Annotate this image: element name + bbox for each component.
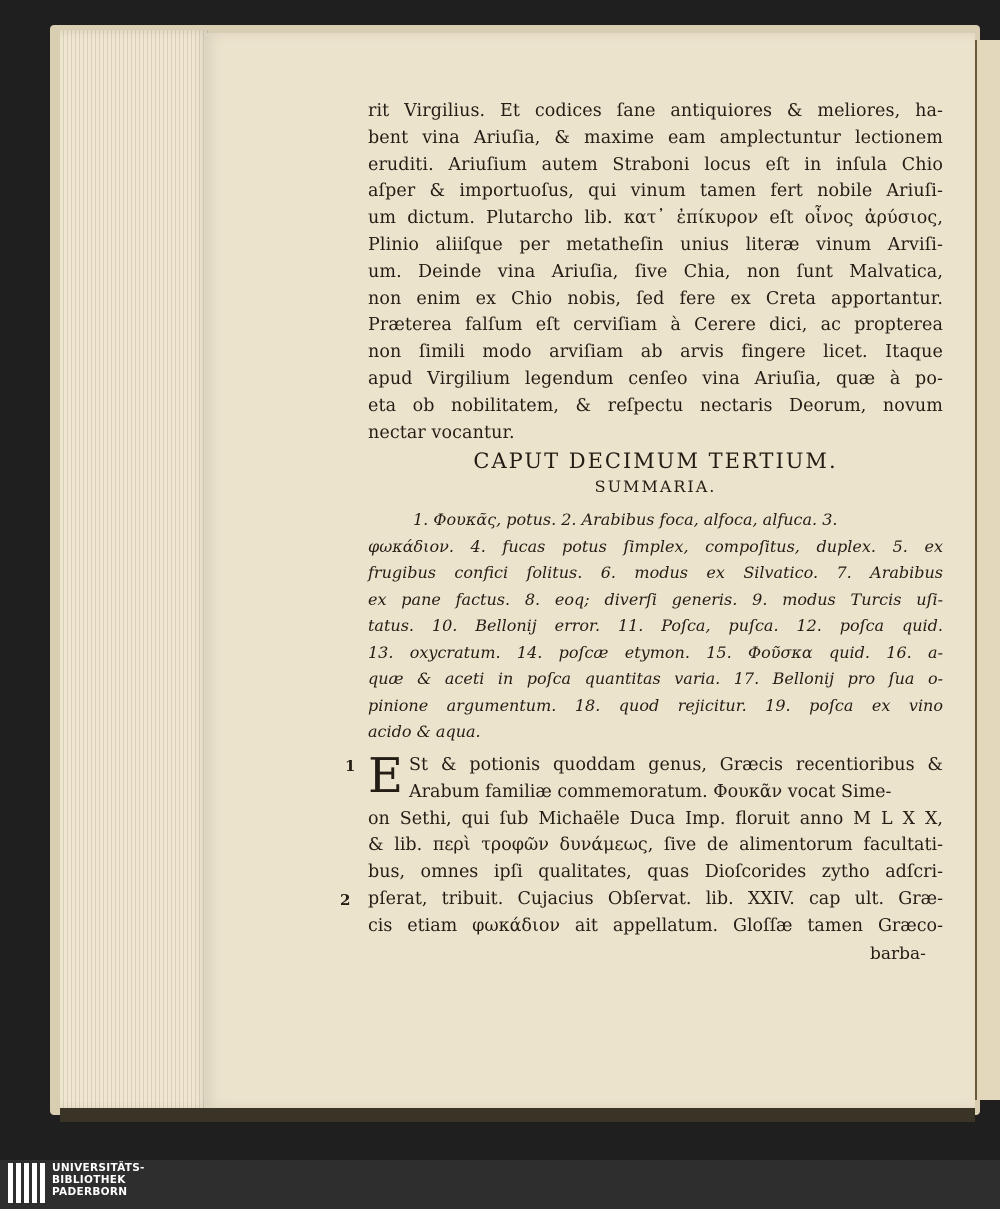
summaria-list <box>368 507 943 746</box>
text-line: & lib. περὶ τροφῶν δυνάμεως, ſive de alimentorum facultati- <box>368 835 943 856</box>
summaria-line: 1. Φουκᾶς, potus. 2. Arabibus foca, alfoca, alfuca. 3. <box>413 510 838 529</box>
body-text-bottom <box>368 748 943 940</box>
facing-page-edge <box>975 40 1000 1100</box>
text-line: eta ob nobilitatem, & reſpectu nectaris Deorum, novum <box>368 395 943 416</box>
text-line: eruditi. Ariuſium autem Straboni locus eſt in inſula Chio <box>368 154 943 175</box>
summaria-line: φωκάδιον. 4. fucas potus ſimplex, compoſitus, duplex. 5. ex <box>368 536 943 556</box>
text-line: bent vina Ariuſia, & maxime eam amplectuntur lectionem <box>368 127 943 148</box>
summaria-line: tatus. 10. Bellonij error. 11. Poſca, puſca. 12. poſca quid. <box>368 616 943 635</box>
drop-capital: E <box>368 748 404 804</box>
text-line: bus, omnes ipſi qualitates, quas Dioſcorides zytho adſcri- <box>368 862 943 883</box>
summaria-line: frugibus confici ſolitus. 6. modus ex Silvatico. 7. Arabibus <box>368 563 943 582</box>
summaria-line: acido & aqua. <box>368 722 481 741</box>
page-edges <box>60 30 210 1110</box>
summaria-line: ex pane factus. 8. eoq; diverſi generis. 9. modus Turcis uſi- <box>368 589 943 609</box>
logo-line: UNIVERSITÄTS- <box>52 1162 145 1174</box>
text-line: rit Virgilius. Et codices ſane antiquiores & meliores, ha- <box>368 101 943 121</box>
chapter-title: CAPUT DECIMUM TERTIUM. <box>473 449 838 473</box>
text-line: non ſimili modo arviſiam ab arvis fingere licet. Itaque <box>368 342 943 363</box>
text-line: pſerat, tribuit. Cujacius Obſervat. lib. XXIV. cap ult. Græ- <box>368 888 943 909</box>
margin-number: 2 <box>340 891 351 909</box>
text-line: apud Virgilium legendum cenſeo vina Ariuſia, quæ à po- <box>368 368 943 389</box>
library-logo-icon <box>8 1163 45 1203</box>
summaria-line: pinione argumentum. 18. quod rejicitur. 19. poſca ex vino <box>368 695 943 715</box>
text-line: um dictum. Plutarcho lib. κατ᾽ ἐπίκυρον eſt οἶνος ἀρύσιος, <box>368 208 943 229</box>
text-line: Arabum familiæ commemoratum. Φουκᾶν vocat Sime- <box>409 781 892 802</box>
text-line: Plinio aliiſque per metatheſin unius literæ vinum Arviſi- <box>368 234 943 255</box>
page-bottom-shadow <box>60 1108 975 1122</box>
summaria-line: quæ & aceti in poſca quantitas varia. 17. Bellonij pro ſua o- <box>368 669 943 688</box>
logo-line: BIBLIOTHEK <box>52 1174 126 1186</box>
text-line: um. Deinde vina Ariuſia, ſive Chia, non ſunt Malvatica, <box>368 261 943 282</box>
text-line: nectar vocantur. <box>368 422 515 443</box>
catchword: barba- <box>870 944 926 964</box>
text-line: cis etiam φωκάδιον ait appellatum. Gloſſæ tamen Græco- <box>368 915 943 936</box>
library-logo-text <box>52 1162 145 1198</box>
text-line: non enim ex Chio nobis, ſed fere ex Creta apportantur. <box>368 288 943 309</box>
logo-line: PADERBORN <box>52 1186 128 1198</box>
text-line: on Sethi, qui ſub Michaële Duca Imp. floruit anno M L X X, <box>368 808 943 829</box>
footer-bar <box>0 1160 1000 1209</box>
text-line: aſper & importuoſus, qui vinum tamen fert nobile Ariuſi- <box>368 181 943 202</box>
body-text-top <box>368 98 943 446</box>
margin-number: 1 <box>345 757 356 775</box>
text-line: St & potionis quoddam genus, Græcis recentioribus & <box>409 755 943 775</box>
summaria-label: SUMMARIA. <box>594 477 717 496</box>
summaria-line: 13. oxycratum. 14. poſcæ etymon. 15. Φοῦσκα quid. 16. a- <box>368 642 943 662</box>
text-line: Præterea falſum eſt cerviſiam à Cerere dici, ac propterea <box>368 315 943 336</box>
